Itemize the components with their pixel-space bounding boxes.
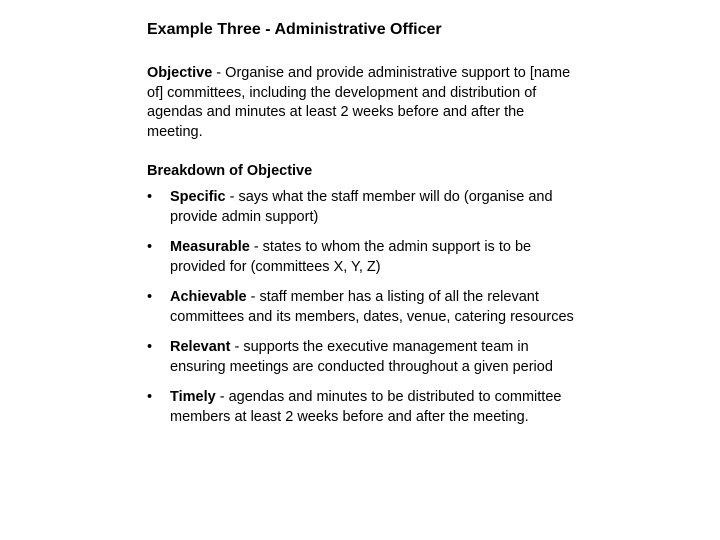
bullet-icon: • (147, 289, 153, 305)
list-item-timely (147, 388, 577, 427)
page-title: Example Three - Administrative Officer (147, 21, 442, 38)
list-item-measurable (147, 238, 577, 277)
criteria-list (147, 188, 577, 427)
breakdown-heading: Breakdown of Objective (147, 163, 313, 179)
criterion-description: - states to whom the admin support is to be provided for (committees X, Y, Z) (170, 239, 532, 275)
list-item-specific (147, 188, 577, 227)
objective-paragraph (147, 64, 577, 142)
slide-content (147, 20, 577, 438)
bullet-icon: • (147, 339, 153, 355)
criterion-description: - staff member has a listing of all the relevant committees and its members, dates, venue, catering resources (170, 289, 574, 325)
bullet-icon: • (147, 239, 153, 255)
bullet-icon: • (147, 189, 153, 205)
criterion-term: Specific (170, 189, 226, 205)
criterion-term: Relevant (170, 339, 231, 355)
criterion-term: Achievable (170, 289, 247, 305)
bullet-icon: • (147, 389, 153, 405)
objective-text: - Organise and provide administrative support to [name of] committees, including the development and distribution of agendas and minutes at least 2 weeks before and after the meeting. (147, 65, 571, 140)
criterion-term: Timely (170, 389, 216, 405)
criterion-description: - supports the executive management team in ensuring meetings are conducted throughout a given period (170, 339, 553, 375)
objective-label: Objective (147, 65, 213, 81)
criterion-description: - says what the staff member will do (organise and provide admin support) (170, 189, 553, 225)
list-item-achievable (147, 288, 577, 327)
criterion-description: - agendas and minutes to be distributed to committee members at least 2 weeks before and after the meeting. (170, 389, 562, 425)
criterion-term: Measurable (170, 239, 250, 255)
list-item-relevant (147, 338, 577, 377)
